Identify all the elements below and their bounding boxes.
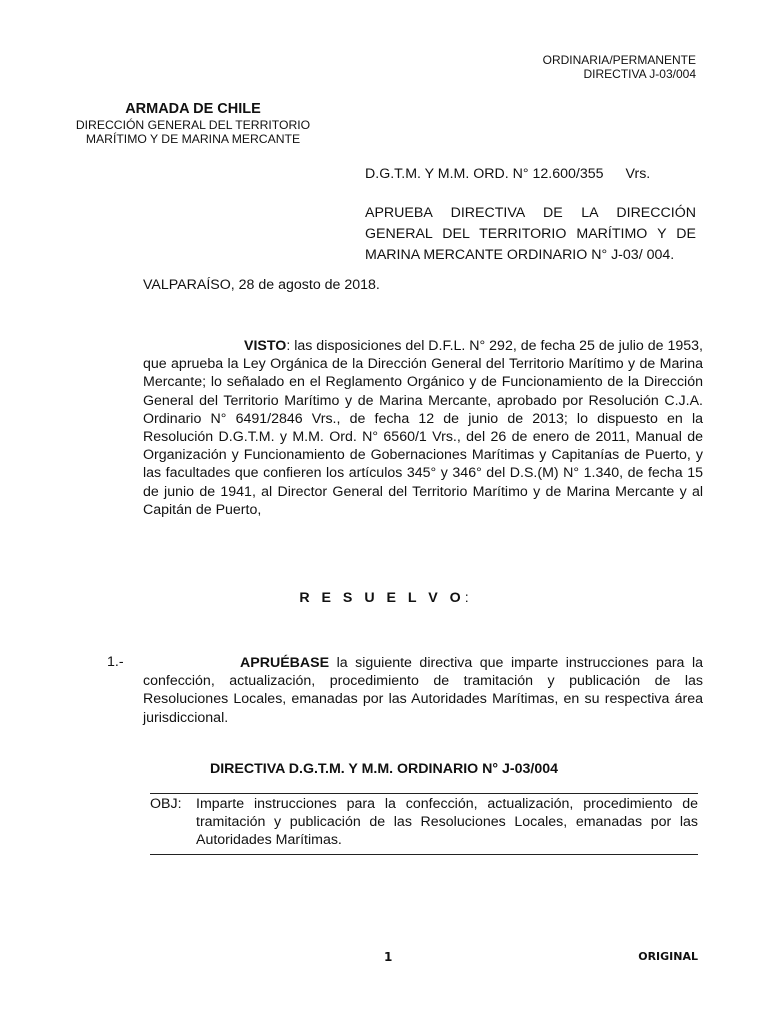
objective-label: OBJ:	[150, 796, 182, 812]
objective-row	[150, 795, 698, 849]
ordinance-vrs: Vrs.	[625, 166, 651, 182]
subject-line-2: GENERAL DEL TERRITORIO MARÍTIMO Y DE	[365, 226, 696, 242]
classification-line-2: DIRECTIVA J-03/004	[583, 67, 696, 81]
visto-paragraph	[143, 337, 703, 519]
institution-line-1: DIRECCIÓN GENERAL DEL TERRITORIO	[75, 118, 311, 132]
resuelvo-label: R E S U E L V O	[299, 590, 465, 606]
directive-title: DIRECTIVA D.G.T.M. Y M.M. ORDINARIO N° J-03/004	[209, 761, 559, 777]
item-1-text: la siguiente directiva que imparte instrucciones para la confección, actualización, procedimiento de tramitación y publicación de las Resoluciones Locales, emanadas por las Autoridades Marítimas, en su respectiva área jurisdiccional.	[143, 655, 703, 726]
subject-line-3: MARINA MERCANTE ORDINARIO N° J-03/ 004.	[365, 247, 675, 263]
institution-title: ARMADA DE CHILE	[125, 101, 261, 117]
objective-box	[150, 793, 698, 855]
resuelvo-heading	[0, 590, 768, 606]
place-date: VALPARAÍSO, 28 de agosto de 2018.	[143, 277, 380, 293]
item-1-number: 1.-	[107, 654, 124, 670]
visto-label: VISTO	[244, 338, 287, 354]
item-1-paragraph	[143, 654, 703, 727]
page-number: 1	[384, 950, 393, 964]
ordinance-reference	[365, 166, 650, 182]
classification-line-1: ORDINARIA/PERMANENTE	[542, 53, 696, 67]
subject-block	[365, 203, 696, 266]
visto-text: : las disposiciones del D.F.L. N° 292, de fecha 25 de julio de 1953, que aprueba la Ley Orgánica de la Dirección General del Territorio Marítimo y de Marina Mercante; lo señalado en el Reglamento Orgánico y de Funcionamiento de la Dirección General del Territorio Marítimo y de Marina Mercante, aprobado por Resolución C.J.A. Ordinario N° 6491/2846 Vrs., de fecha 12 de junio de 2013; lo dispuesto en la Resolución D.G.T.M. y M.M. Ord. N° 6560/1 Vrs., del 26 de enero de 2011, Manual de Organización y Funcionamiento de Gobernaciones Marítimas y Capitanías de Puerto, y las facultades que confieren los artículos 345° y 346° del D.S.(M) N° 1.340, de fecha 15 de junio de 1941, al Director General del Territorio Marítimo y de Marina Mercante y al Capitán de Puerto,	[143, 338, 703, 518]
institution-header	[62, 101, 324, 146]
item-1-label: APRUÉBASE	[240, 655, 330, 671]
objective-text: Imparte instrucciones para la confección, actualización, procedimiento de tramitación y publicación de las Resoluciones Locales, emanadas por las Autoridades Marítimas.	[196, 796, 698, 848]
subject-line-1: APRUEBA DIRECTIVA DE LA DIRECCIÓN	[365, 205, 696, 221]
copy-label: ORIGINAL	[638, 950, 698, 963]
ordinance-number: D.G.T.M. Y M.M. ORD. N° 12.600/355	[365, 166, 604, 182]
classification-block	[543, 53, 696, 81]
institution-line-2: MARÍTIMO Y DE MARINA MERCANTE	[85, 132, 301, 146]
resuelvo-colon: :	[464, 590, 469, 606]
